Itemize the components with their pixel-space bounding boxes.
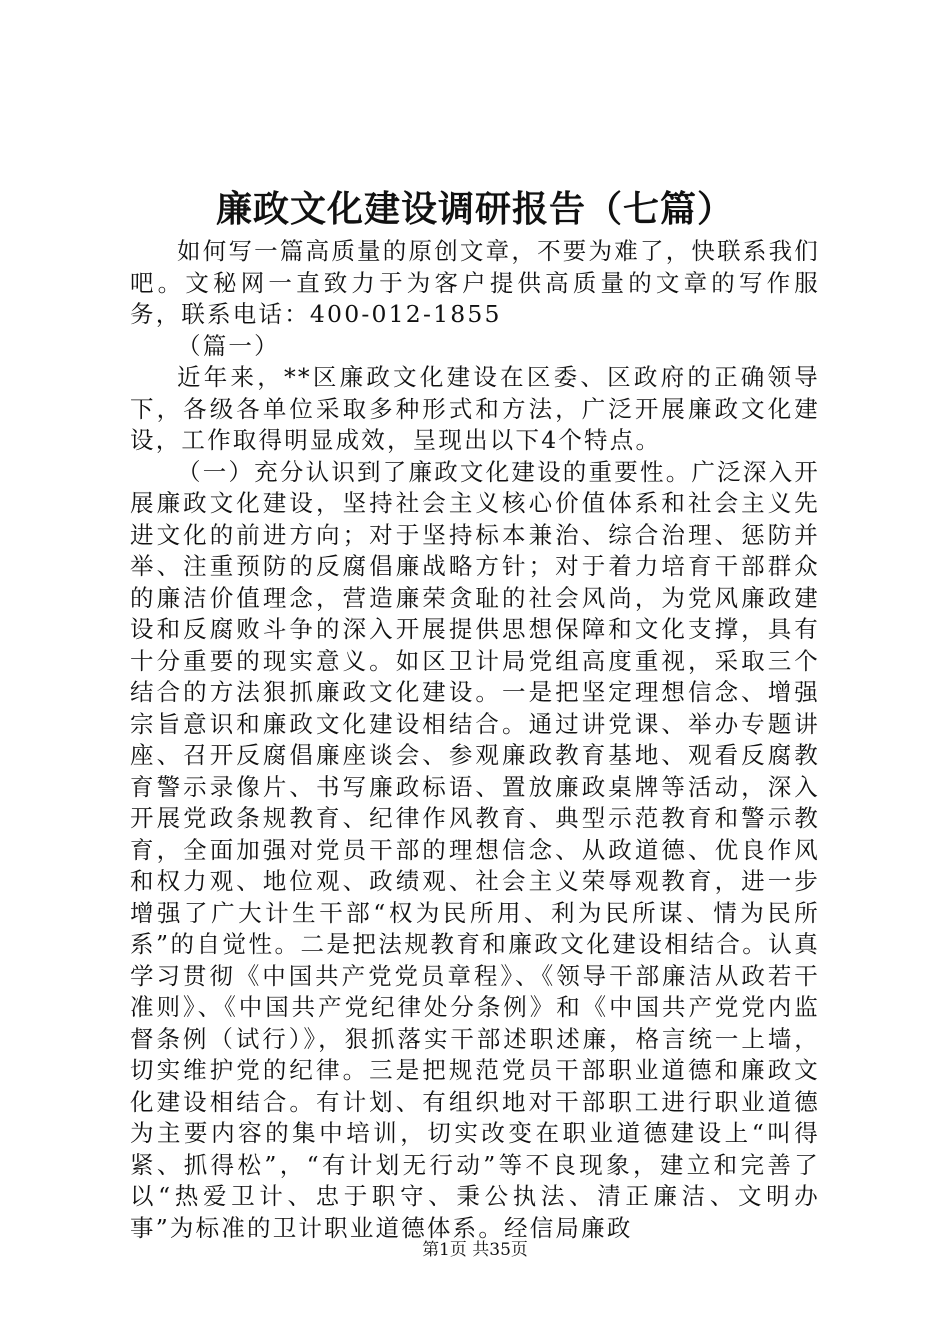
page-footer: 第1页 共35页 xyxy=(422,1240,528,1260)
document-body xyxy=(130,236,820,1244)
section-heading: （篇一） xyxy=(177,331,280,360)
intro-paragraph: 如何写一篇高质量的原创文章，不要为难了，快联系我们吧。文秘网一直致力于为客户提供高质量的文章的写作服务，联系电话：400-012-1855 xyxy=(130,237,820,328)
body-paragraph: （一）充分认识到了廉政文化建设的重要性。广泛深入开展廉政文化建设，坚持社会主义核心价值体系和社会主义先进文化的前进方向；对于坚持标本兼治、综合治理、惩防并举、注重预防的反腐倡廉战略方针；对于着力培育干部群众的廉洁价值理念，营造廉荣贪耻的社会风尚，为党风廉政建设和反腐败斗争的深入开展提供思想保障和文化支撑，具有十分重要的现实意义。如区卫计局党组高度重视，采取三个结合的方法狠抓廉政文化建设。一是把坚定理想信念、增强宗旨意识和廉政文化建设相结合。通过讲党课、举办专题讲座、召开反腐倡廉座谈会、参观廉政教育基地、观看反腐教育警示录像片、书写廉政标语、置放廉政桌牌等活动，深入开展党政条规教育、纪律作风教育、典型示范教育和警示教育，全面加强对党员干部的理想信念、从政道德、优良作风和权力观、地位观、政绩观、社会主义荣辱观教育，进一步增强了广大计生干部“权为民所用、利为民所谋、情为民所系”的自觉性。二是把法规教育和廉政文化建设相结合。认真学习贯彻《中国共产党党员章程》、《领导干部廉洁从政若干准则》、《中国共产党纪律处分条例》和《中国共产党党内监督条例（试行）》，狠抓落实干部述职述廉，格言统一上墙，切实维护党的纪律。三是把规范党员干部职业道德和廉政文化建设相结合。有计划、有组织地对干部职工进行职业道德为主要内容的集中培训，切实改变在职业道德建设上“叫得紧、抓得松”，“有计划无行动”等不良现象，建立和完善了以“热爱卫计、忠于职守、秉公执法、清正廉洁、文明办事”为标准的卫计职业道德体系。经信局廉政 xyxy=(130,457,820,1242)
document-title: 廉政文化建设调研报告（七篇） xyxy=(215,188,734,230)
body-paragraph: 近年来，**区廉政文化建设在区委、区政府的正确领导下，各级各单位采取多种形式和方法，广泛开展廉政文化建设，工作取得明显成效，呈现出以下4个特点。 xyxy=(130,363,820,454)
